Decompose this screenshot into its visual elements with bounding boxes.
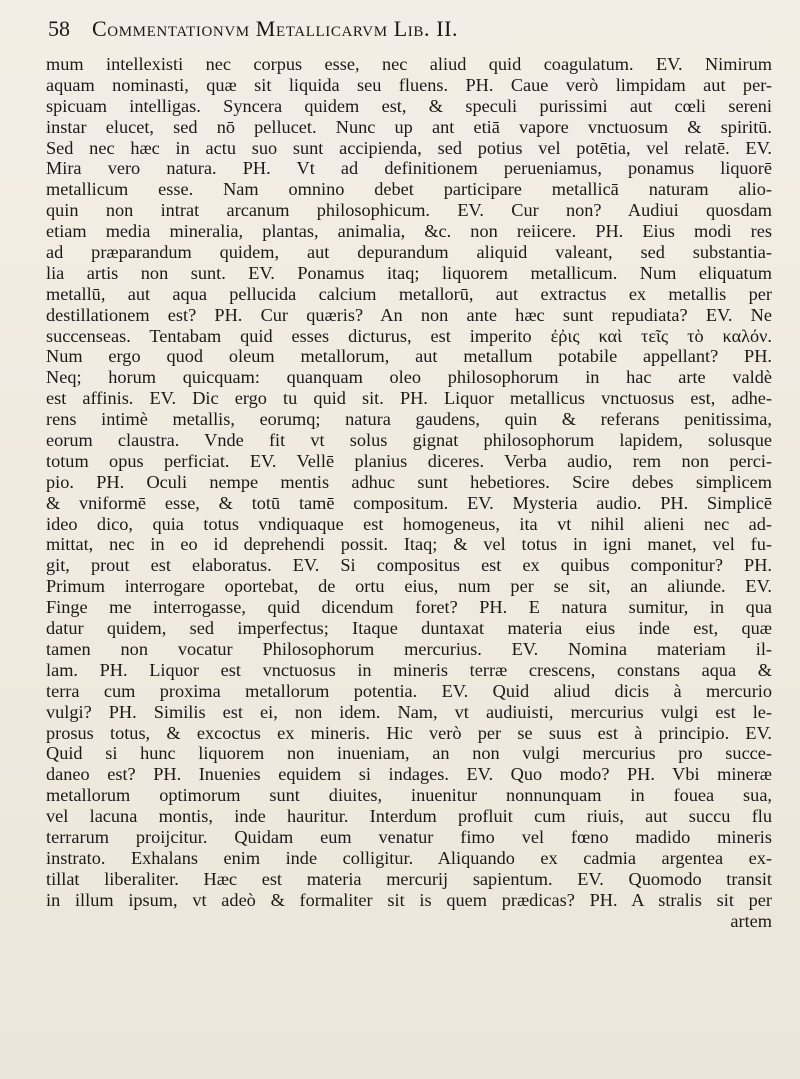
text-line: lam. PH. Liquor est vnctuosus in mineris terræ crescens, constans aqua & (46, 659, 772, 680)
text-line: metallicum esse. Nam omnino debet participare metallicā naturam alio- (46, 179, 772, 200)
text-line: datur quidem, sed imperfectus; Itaque duntaxat materia eius inde est, quæ (46, 618, 772, 639)
text-line: Sed nec hæc in actu suo sunt accipienda, sed potius vel potētia, vel relatē. EV. (46, 137, 772, 158)
page-number: 58 (48, 16, 70, 41)
text-line: prosus totus, & excoctus ex mineris. Hic verò per se suus est à principio. EV. (46, 722, 772, 743)
text-line: ideo dico, quia totus vndiquaque est homogeneus, ita vt nihil alieni nec ad- (46, 513, 772, 534)
text-line: Num ergo quod oleum metallorum, aut metallum potabile appellant? PH. (46, 346, 772, 367)
text-line: terrarum proijcitur. Quidam eum venatur fimo vel fœno madido mineris (46, 826, 772, 847)
page-header (48, 16, 728, 50)
text-line: vel lacuna montis, inde hauritur. Interdum profluit cum riuis, aut succu flu (46, 806, 772, 827)
text-line: instrato. Exhalans enim inde colligitur. Aliquando ex cadmia argentea ex- (46, 847, 772, 868)
text-line: daneo est? PH. Inuenies equidem si indages. EV. Quo modo? PH. Vbi mineræ (46, 764, 772, 785)
text-line: git, prout est elaboratus. EV. Si compositus est ex quibus componitur? PH. (46, 555, 772, 576)
text-line: instar elucet, sed nō pellucet. Nunc up ant etiā vapore vnctuosum & spiritū. (46, 116, 772, 137)
text-line: rens intimè metallis, eorumq; natura gaudens, quin & referans penitissima, (46, 409, 772, 430)
text-line: totum opus perficiat. EV. Vellē planius diceres. Verba audio, rem non perci- (46, 450, 772, 471)
text-line: mittat, nec in eo id deprehendi possit. Itaq; & vel totus in igni manet, vel fu- (46, 534, 772, 555)
text-line: in illum ipsum, vt adeò & formaliter sit is quem prædicas? PH. A stralis sit per (46, 889, 772, 910)
text-line: succenseas. Tentabam quid esses dicturus, est imperito ἐῤις καὶ τεῖς τὸ καλόν. (46, 325, 772, 346)
text-line: tillat liberaliter. Hæc est materia mercurij sapientum. EV. Quomodo transit (46, 868, 772, 889)
text-line: aquam nominasti, quæ sit liquida seu fluens. PH. Caue verò limpidam aut per- (46, 74, 772, 95)
text-line: metallū, aut aqua pellucida calcium metallorū, aut extractus ex metallis per (46, 283, 772, 304)
text-line: artem (730, 910, 772, 931)
text-line: metallorum optimorum sunt diuites, inuenitur nonnunquam in fouea sua, (46, 785, 772, 806)
text-line: tamen non vocatur Philosophorum mercurius. EV. Nomina materiam il- (46, 638, 772, 659)
text-line: destillationem est? PH. Cur quæris? An non ante hæc sunt repudiata? EV. Ne (46, 304, 772, 325)
text-line: vulgi? PH. Similis est ei, non idem. Nam, vt audiuisti, mercurius vulgi est le- (46, 701, 772, 722)
text-line: mum intellexisti nec corpus esse, nec aliud quid coagulatum. EV. Nimirum (46, 54, 772, 74)
text-line: lia artis non sunt. EV. Ponamus itaq; liquorem metallicum. Num eliquatum (46, 262, 772, 283)
text-line: Quid si hunc liquorem non inueniam, an non vulgi mercurius pro succe- (46, 743, 772, 764)
text-line: Mira vero natura. PH. Vt ad definitionem perueniamus, ponamus liquorē (46, 158, 772, 179)
text-line: est affinis. EV. Dic ergo tu quid sit. PH. Liquor metallicus vnctuosus est, adhe- (46, 388, 772, 409)
text-line: etiam media mineralia, plantas, animalia, &c. non reiicere. PH. Eius modi res (46, 221, 772, 242)
text-line: eorum claustra. Vnde fit vt solus gignat philosophorum lapidem, solusque (46, 430, 772, 451)
text-line: spicuam intelligas. Syncera quidem est, & speculi purissimi aut cœli sereni (46, 95, 772, 116)
text-line: Primum interrogare oportebat, de ortu eius, num per se sit, an aliunde. EV. (46, 576, 772, 597)
text-line: Finge me interrogasse, quid dicendum foret? PH. E natura sumitur, in qua (46, 597, 772, 618)
body-text (46, 54, 772, 1069)
text-line: quin non intrat arcanum philosophicum. EV. Cur non? Audiui quosdam (46, 200, 772, 221)
text-line: ad præparandum quidem, aut depurandum aliquid valeant, sed substantia- (46, 242, 772, 263)
text-line: & vniformē esse, & totū tamē compositum. EV. Mysteria audio. PH. Simplicē (46, 492, 772, 513)
text-line: terra cum proxima metallorum potentia. EV. Quid aliud dicis à mercurio (46, 680, 772, 701)
text-line: Neq; horum quicquam: quanquam oleo philosophorum in hac arte valdè (46, 367, 772, 388)
text-line: pio. PH. Oculi nempe mentis adhuc sunt hebetiores. Scire debes simplicem (46, 471, 772, 492)
running-head: Commentationvm Metallicarvm Lib. II. (92, 16, 459, 41)
